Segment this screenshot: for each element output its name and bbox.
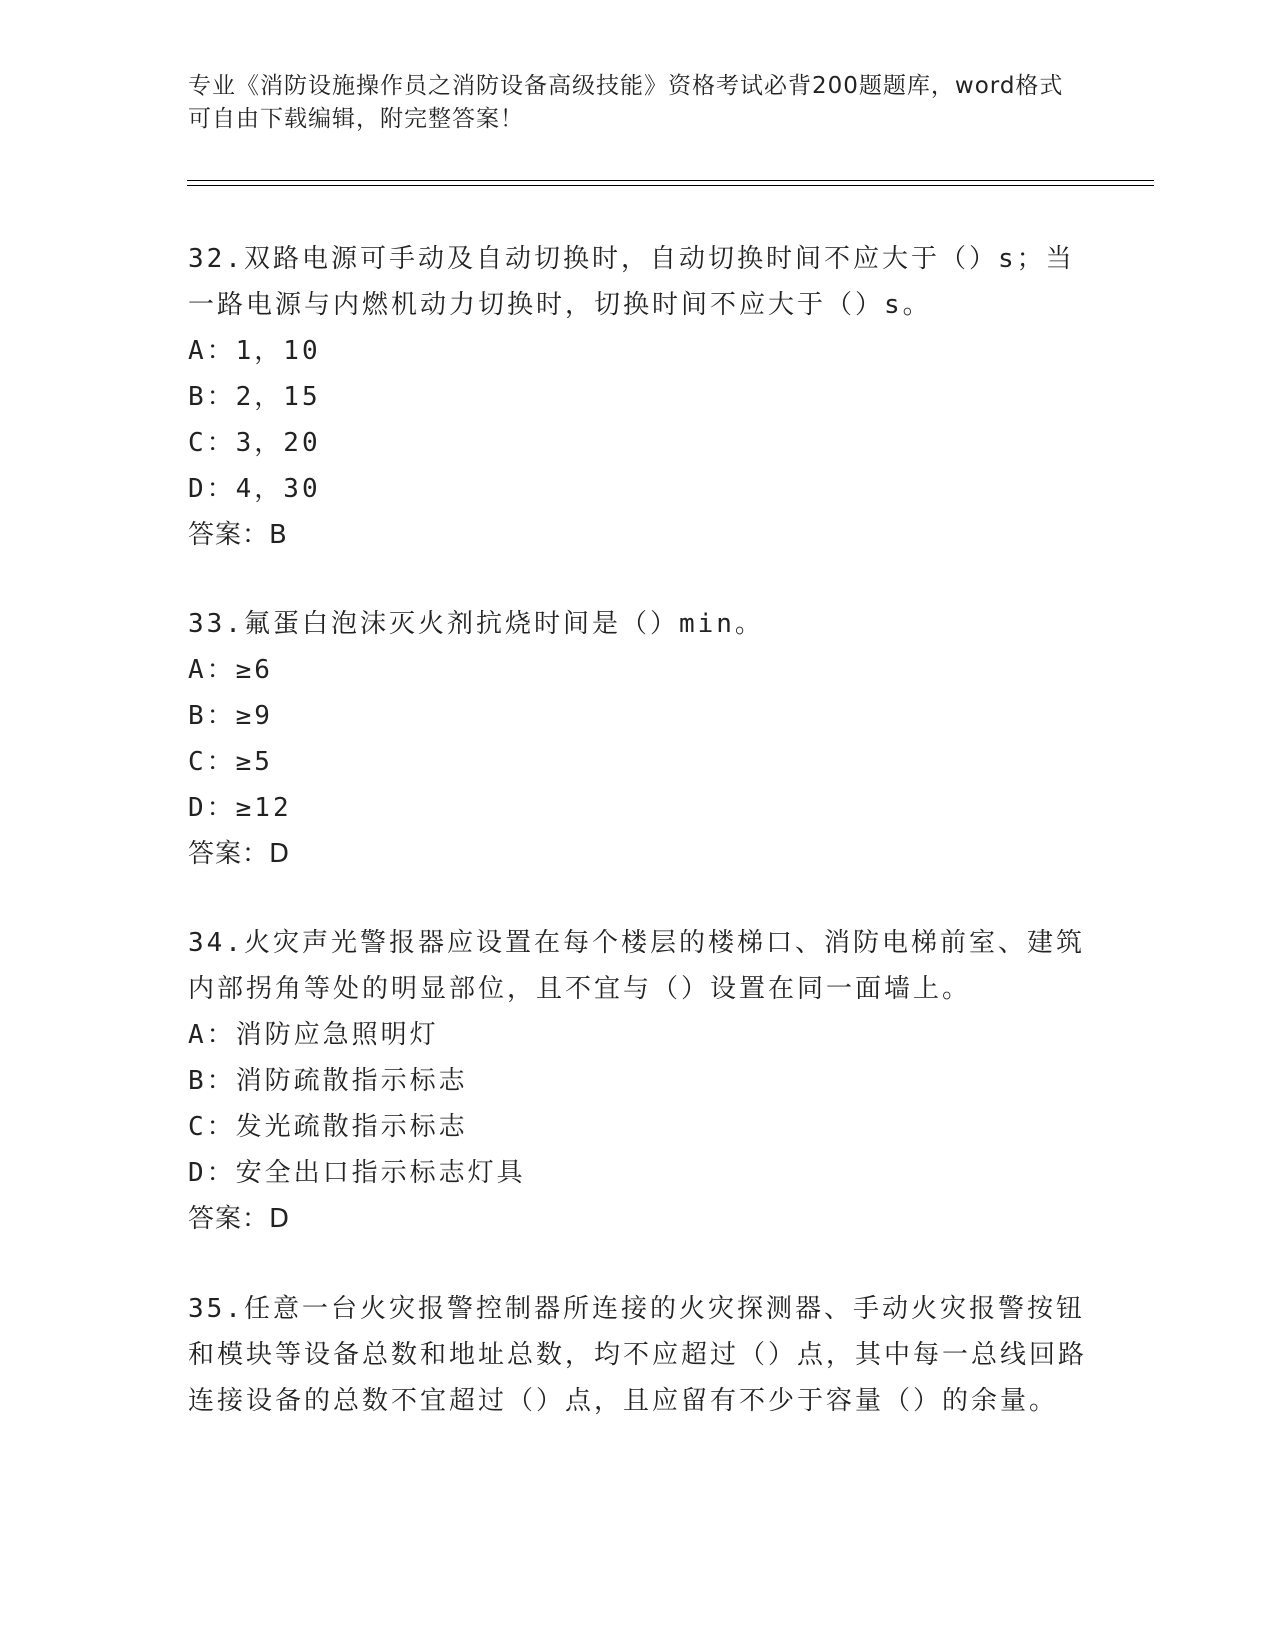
question-stem: 35.任意一台火灾报警控制器所连接的火灾探测器、手动火灾报警按钮和模块等设备总数和地址总数，均不应超过（）点，其中每一总线回路连接设备的总数不宜超过（）点，且应留有不少于容量（）的余量。: [188, 1294, 1088, 1416]
option-c: C：发光疏散指示标志: [188, 1112, 468, 1142]
option-d: D：安全出口指示标志灯具: [188, 1158, 526, 1188]
question-34: [188, 920, 1088, 1242]
answer-line: 答案：D: [188, 1204, 291, 1234]
answer-line: 答案：D: [188, 839, 291, 869]
document-header: 专业《消防设施操作员之消防设备高级技能》资格考试必背200题题库，word格式可自由下载编辑，附完整答案！: [188, 73, 1064, 132]
option-a: A：1，10: [188, 336, 321, 366]
option-c: C：3，20: [188, 428, 321, 458]
option-b: B：消防疏散指示标志: [188, 1066, 468, 1096]
option-b: B：2，15: [188, 382, 321, 412]
answer-line: 答案：B: [188, 520, 288, 550]
option-d: D：4，30: [188, 474, 321, 504]
header-divider-bottom: [187, 185, 1154, 186]
question-stem: 32.双路电源可手动及自动切换时，自动切换时间不应大于（）s；当一路电源与内燃机动力切换时，切换时间不应大于（）s。: [188, 244, 1075, 320]
option-d: D：≥12: [188, 793, 292, 823]
question-stem: 34.火灾声光警报器应设置在每个楼层的楼梯口、消防电梯前室、建筑内部拐角等处的明显部位，且不宜与（）设置在同一面墙上。: [188, 928, 1085, 1004]
question-32: [188, 236, 1088, 558]
option-c: C：≥5: [188, 747, 273, 777]
option-a: A：消防应急照明灯: [188, 1020, 439, 1050]
option-a: A：≥6: [188, 655, 273, 685]
question-33: [188, 601, 1088, 877]
header-divider-top: [187, 180, 1154, 181]
question-stem: 33.氟蛋白泡沫灭火剂抗烧时间是（）min。: [188, 609, 764, 639]
option-b: B：≥9: [188, 701, 273, 731]
question-35: [188, 1286, 1088, 1424]
